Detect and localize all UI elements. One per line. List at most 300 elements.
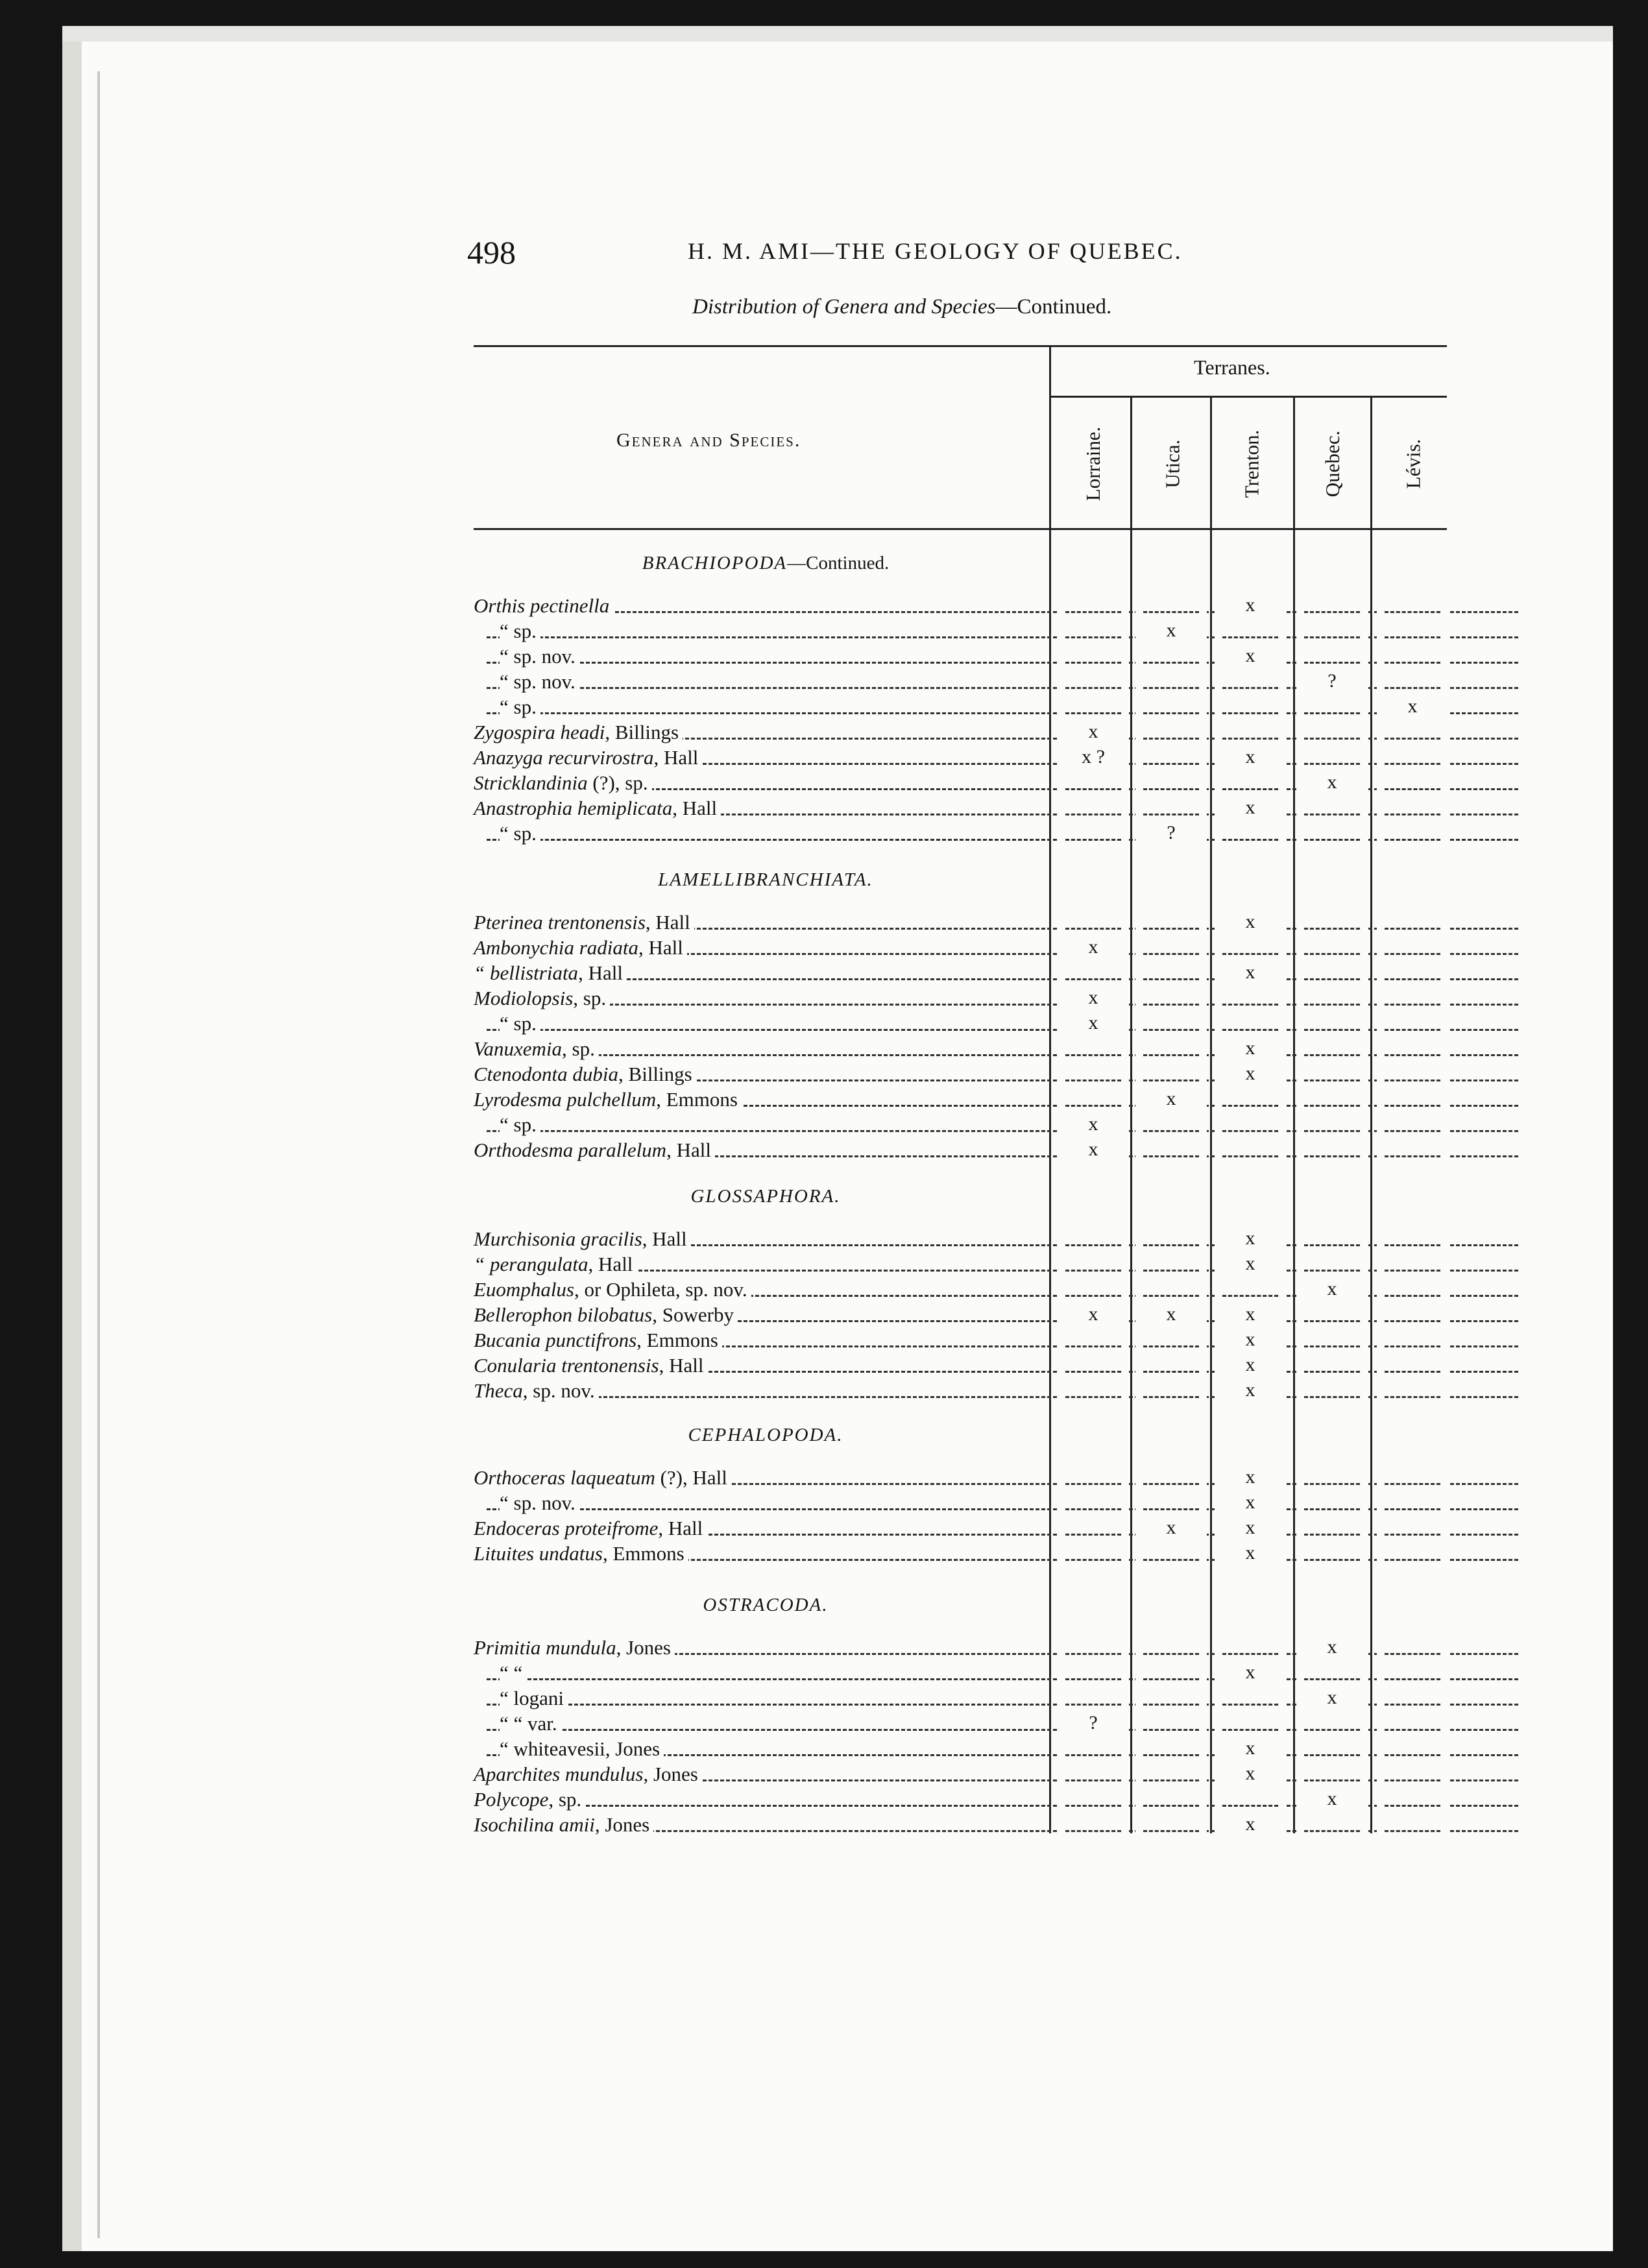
table-row	[474, 1278, 1460, 1303]
occurrence-cell	[1296, 1763, 1368, 1787]
genus-italic: Ctenodonta dubia	[474, 1063, 619, 1085]
species-authority: , Hall	[578, 961, 623, 984]
species-authority: “ logani	[500, 1687, 564, 1709]
occurrence-cell	[1296, 1012, 1368, 1037]
occurrence-cell	[1135, 936, 1207, 961]
occurrence-cell: x	[1215, 1329, 1286, 1353]
genus-italic: Lyrodesma pulchellum	[474, 1088, 657, 1111]
species-authority: “ sp. nov.	[500, 1491, 576, 1514]
occurrence-cell	[1135, 695, 1207, 720]
occurrence-cell	[1377, 1354, 1448, 1379]
species-authority: “ sp.	[500, 1113, 537, 1136]
species-name	[474, 1139, 715, 1162]
occurrence-cell: x	[1215, 1303, 1286, 1328]
occurrence-cell	[1135, 721, 1207, 745]
occurrence-cell	[1377, 1763, 1448, 1787]
occurrence-cell	[1058, 1063, 1129, 1087]
species-name	[474, 936, 687, 959]
species-name	[474, 1354, 708, 1377]
table-row	[474, 797, 1460, 821]
occurrence-cell	[1135, 1063, 1207, 1087]
occurrence-cell	[1135, 1139, 1207, 1163]
table-row	[474, 1661, 1460, 1686]
occurrence-cell: x	[1215, 1661, 1286, 1686]
occurrence-cell: x	[1058, 1012, 1129, 1037]
occurrence-cell	[1058, 1763, 1129, 1787]
table-row	[474, 1012, 1460, 1037]
section-title-text: BRACHIOPODA	[642, 553, 788, 573]
occurrence-cell	[1377, 1712, 1448, 1737]
occurrence-cell	[1296, 1379, 1368, 1404]
occurrence-cell	[1296, 1227, 1368, 1252]
species-name	[474, 1379, 599, 1403]
species-authority: “ sp.	[500, 695, 537, 718]
species-authority: “ sp. nov.	[500, 645, 576, 668]
occurrence-cell	[1135, 1379, 1207, 1404]
occurrence-cell	[1135, 1788, 1207, 1813]
occurrence-cell	[1058, 695, 1129, 720]
occurrence-cell: x	[1135, 1088, 1207, 1113]
occurrence-cell	[1377, 1139, 1448, 1163]
section-title	[474, 553, 1058, 574]
genus-italic: Stricklandinia	[474, 771, 588, 794]
occurrence-cell	[1296, 1542, 1368, 1567]
occurrence-cell	[1135, 1354, 1207, 1379]
occurrence-cell: x	[1296, 1687, 1368, 1711]
occurrence-cell	[1215, 620, 1286, 644]
occurrence-cell	[1135, 1763, 1207, 1787]
occurrence-cell	[1058, 1379, 1129, 1404]
occurrence-cell: x	[1215, 1466, 1286, 1491]
occurrence-cell: x	[1215, 1542, 1286, 1567]
terranes-header: Terranes.	[1194, 356, 1270, 379]
species-authority: , Hall	[638, 936, 683, 959]
species-authority: “ sp.	[500, 620, 537, 642]
occurrence-cell: x	[1215, 1517, 1286, 1541]
occurrence-cell	[1135, 1737, 1207, 1762]
occurrence-cell	[1058, 1329, 1129, 1353]
species-name	[474, 1517, 707, 1540]
occurrence-cell	[1377, 1687, 1448, 1711]
species-name	[474, 1253, 636, 1276]
occurrence-cell	[1135, 911, 1207, 935]
occurrence-cell: x	[1215, 746, 1286, 771]
occurrence-cell	[1296, 1063, 1368, 1087]
section-title	[474, 869, 1058, 891]
table-row	[474, 645, 1460, 670]
species-authority: , Emmons	[602, 1542, 685, 1565]
occurrence-cell	[1058, 1813, 1129, 1838]
occurrence-cell: x	[1058, 987, 1129, 1011]
table-row	[474, 771, 1460, 796]
table-row	[474, 1253, 1460, 1277]
occurrence-cell	[1377, 645, 1448, 670]
occurrence-cell	[1377, 1037, 1448, 1062]
occurrence-cell	[1296, 822, 1368, 847]
occurrence-cell	[1296, 936, 1368, 961]
occurrence-cell	[1215, 987, 1286, 1011]
species-name	[474, 746, 702, 769]
species-name	[500, 695, 540, 719]
occurrence-cell: x	[1215, 1737, 1286, 1762]
table-row	[474, 1466, 1460, 1491]
species-authority: , sp.	[548, 1788, 582, 1811]
species-authority: , sp.	[573, 987, 607, 1009]
page-number: 498	[467, 234, 516, 271]
occurrence-cell	[1058, 1466, 1129, 1491]
occurrence-cell	[1135, 645, 1207, 670]
occurrence-cell: x	[1215, 1037, 1286, 1062]
genus-italic: Zygospira headi	[474, 721, 605, 743]
table-row	[474, 987, 1460, 1011]
occurrence-cell: x	[1296, 771, 1368, 796]
occurrence-cell	[1377, 1788, 1448, 1813]
occurrence-cell	[1377, 1113, 1448, 1138]
species-name	[500, 1661, 526, 1685]
occurrence-cell	[1377, 1636, 1448, 1661]
species-name	[474, 1788, 585, 1811]
occurrence-cell	[1135, 670, 1207, 695]
genus-italic: Polycope	[474, 1788, 549, 1811]
species-name	[500, 645, 579, 668]
occurrence-cell	[1135, 1278, 1207, 1303]
table-row	[474, 961, 1460, 986]
occurrence-cell	[1215, 1088, 1286, 1113]
occurrence-cell	[1296, 721, 1368, 745]
species-authority: , Hall	[642, 1227, 687, 1250]
genus-italic: Vanuxemia	[474, 1037, 563, 1060]
species-authority: , Billings	[605, 721, 679, 743]
occurrence-cell	[1058, 620, 1129, 644]
genera-species-header: Genera and Species.	[616, 429, 801, 451]
occurrence-cell	[1215, 695, 1286, 720]
species-name	[500, 1712, 561, 1735]
occurrence-cell	[1215, 771, 1286, 796]
occurrence-cell	[1135, 1466, 1207, 1491]
occurrence-cell	[1296, 797, 1368, 821]
species-authority: , sp.	[562, 1037, 595, 1060]
occurrence-cell	[1296, 1491, 1368, 1516]
occurrence-cell	[1377, 1737, 1448, 1762]
species-name	[474, 1636, 675, 1659]
occurrence-cell: x	[1058, 936, 1129, 961]
species-authority: , or Ophileta, sp. nov.	[574, 1278, 747, 1301]
genus-italic: Bellerophon bilobatus	[474, 1303, 653, 1326]
species-name	[474, 721, 683, 744]
species-name	[500, 1687, 568, 1710]
occurrence-cell	[1058, 594, 1129, 619]
table-caption-suffix: —Continued.	[995, 295, 1112, 319]
occurrence-cell	[1135, 1012, 1207, 1037]
species-name	[474, 771, 652, 795]
occurrence-cell: x	[1215, 1763, 1286, 1787]
occurrence-cell: x	[1058, 1139, 1129, 1163]
genus-italic: Anazyga recurvirostra	[474, 746, 654, 769]
species-authority: , Hall	[672, 797, 718, 819]
occurrence-cell	[1058, 822, 1129, 847]
occurrence-cell	[1215, 1636, 1286, 1661]
table-top-rule	[474, 345, 1447, 347]
table-caption	[692, 295, 1111, 319]
table-row	[474, 746, 1460, 771]
table-row	[474, 1139, 1460, 1163]
table-row	[474, 1636, 1460, 1661]
genus-italic: Endoceras proteifrome	[474, 1517, 659, 1539]
occurrence-cell	[1135, 1636, 1207, 1661]
occurrence-cell	[1377, 1063, 1448, 1087]
occurrence-cell	[1058, 1636, 1129, 1661]
occurrence-cell	[1377, 936, 1448, 961]
genus-italic: Orthodesma parallelum	[474, 1139, 667, 1161]
occurrence-cell: x	[1296, 1278, 1368, 1303]
table-row	[474, 1329, 1460, 1353]
occurrence-cell	[1135, 961, 1207, 986]
species-authority: “ sp.	[500, 1012, 537, 1035]
species-authority: , Hall	[588, 1253, 633, 1275]
occurrence-cell	[1135, 1227, 1207, 1252]
table-row	[474, 1491, 1460, 1516]
occurrence-cell	[1377, 1278, 1448, 1303]
section-title-text: GLOSSAPHORA.	[690, 1186, 841, 1207]
species-authority: , Hall	[645, 911, 690, 934]
occurrence-cell	[1296, 594, 1368, 619]
occurrence-cell	[1377, 822, 1448, 847]
occurrence-cell: x	[1058, 1303, 1129, 1328]
occurrence-cell	[1296, 645, 1368, 670]
occurrence-cell	[1135, 987, 1207, 1011]
occurrence-cell: x	[1135, 1517, 1207, 1541]
species-authority: “ “ var.	[500, 1712, 557, 1735]
occurrence-cell	[1377, 1466, 1448, 1491]
section-title-text: OSTRACODA.	[703, 1595, 829, 1615]
occurrence-cell	[1377, 771, 1448, 796]
species-authority: , Billings	[618, 1063, 692, 1085]
table-row	[474, 911, 1460, 935]
table-row	[474, 1113, 1460, 1138]
species-authority: “ “	[500, 1661, 523, 1684]
species-authority: “ sp.	[500, 822, 537, 845]
genus-italic: Anastrophia hemiplicata	[474, 797, 673, 819]
table-row	[474, 1737, 1460, 1762]
species-authority: , Hall	[659, 1354, 704, 1377]
occurrence-cell	[1058, 1542, 1129, 1567]
occurrence-cell	[1058, 1227, 1129, 1252]
species-authority: , Emmons	[656, 1088, 738, 1111]
table-row	[474, 1063, 1460, 1087]
occurrence-cell	[1296, 1037, 1368, 1062]
occurrence-cell	[1135, 1661, 1207, 1686]
occurrence-cell	[1058, 1788, 1129, 1813]
table-row	[474, 721, 1460, 745]
species-name	[474, 1466, 731, 1490]
occurrence-cell	[1377, 1303, 1448, 1328]
table-row	[474, 1813, 1460, 1838]
table-row	[474, 594, 1460, 619]
occurrence-cell	[1377, 670, 1448, 695]
occurrence-cell	[1058, 1354, 1129, 1379]
occurrence-cell	[1058, 1737, 1129, 1762]
occurrence-cell	[1058, 911, 1129, 935]
occurrence-cell	[1296, 1113, 1368, 1138]
occurrence-cell	[1296, 1354, 1368, 1379]
occurrence-cell	[1135, 797, 1207, 821]
occurrence-cell	[1377, 911, 1448, 935]
occurrence-cell	[1296, 1661, 1368, 1686]
species-authority: (?), sp.	[587, 771, 648, 794]
occurrence-cell	[1296, 1303, 1368, 1328]
species-name	[474, 594, 613, 618]
species-authority: , Hall	[658, 1517, 703, 1539]
occurrence-cell	[1377, 1491, 1448, 1516]
occurrence-cell: x	[1215, 1063, 1286, 1087]
section-title	[474, 1425, 1058, 1446]
occurrence-cell	[1377, 1088, 1448, 1113]
species-authority: , Hall	[653, 746, 699, 769]
occurrence-cell: x ?	[1058, 746, 1129, 771]
occurrence-cell	[1377, 721, 1448, 745]
occurrence-cell	[1135, 1491, 1207, 1516]
occurrence-cell	[1296, 1253, 1368, 1277]
species-authority: , Jones	[616, 1636, 671, 1659]
occurrence-cell: x	[1296, 1788, 1368, 1813]
occurrence-cell: x	[1215, 1354, 1286, 1379]
species-name	[474, 1542, 688, 1565]
occurrence-cell	[1377, 1661, 1448, 1686]
species-authority: (?), Hall	[655, 1466, 727, 1489]
genus-italic: Conularia trentonensis	[474, 1354, 659, 1377]
species-name	[500, 822, 540, 845]
occurrence-cell: x	[1135, 620, 1207, 644]
section-title	[474, 1186, 1058, 1207]
table-row	[474, 1542, 1460, 1567]
occurrence-cell	[1377, 1253, 1448, 1277]
species-authority: , Jones	[643, 1763, 698, 1785]
occurrence-cell	[1135, 1687, 1207, 1711]
species-name	[474, 1037, 599, 1061]
occurrence-cell: x	[1377, 695, 1448, 720]
table-row	[474, 822, 1460, 847]
occurrence-cell	[1296, 695, 1368, 720]
occurrence-cell: ?	[1135, 822, 1207, 847]
genus-italic: Primitia mundula	[474, 1636, 616, 1659]
occurrence-cell: x	[1215, 1253, 1286, 1277]
occurrence-cell	[1058, 1278, 1129, 1303]
occurrence-cell	[1296, 1139, 1368, 1163]
occurrence-cell	[1215, 1012, 1286, 1037]
species-authority: , Hall	[666, 1139, 711, 1161]
occurrence-cell	[1135, 1037, 1207, 1062]
table-caption-italic: Distribution of Genera and Species	[692, 295, 996, 319]
column-header: Lorraine.	[1082, 426, 1105, 501]
genus-italic: Euomphalus	[474, 1278, 574, 1301]
occurrence-cell: ?	[1058, 1712, 1129, 1737]
species-name	[474, 1063, 696, 1086]
section-title-text: LAMELLIBRANCHIATA.	[658, 869, 873, 890]
occurrence-cell	[1377, 1517, 1448, 1541]
occurrence-cell	[1377, 620, 1448, 644]
species-authority: “ whiteavesii, Jones	[500, 1737, 660, 1760]
column-header: Quebec.	[1321, 430, 1344, 498]
table-row	[474, 1303, 1460, 1328]
genus-italic: Modiolopsis	[474, 987, 574, 1009]
table-row	[474, 1379, 1460, 1404]
header-bottom-rule	[474, 528, 1447, 530]
occurrence-cell	[1058, 1491, 1129, 1516]
occurrence-cell	[1377, 961, 1448, 986]
genus-italic: Orthoceras laqueatum	[474, 1466, 655, 1489]
table-row	[474, 936, 1460, 961]
species-authority: , Jones	[594, 1813, 650, 1836]
table-row	[474, 670, 1460, 695]
genus-italic: Bucania punctifrons	[474, 1329, 637, 1351]
occurrence-cell	[1135, 1712, 1207, 1737]
terranes-rule	[1049, 396, 1447, 398]
occurrence-cell	[1215, 936, 1286, 961]
occurrence-cell	[1058, 645, 1129, 670]
species-name	[500, 670, 579, 694]
table-row	[474, 1712, 1460, 1737]
species-name	[474, 1303, 738, 1327]
genus-italic: “ perangulata	[474, 1253, 588, 1275]
species-name	[474, 1278, 751, 1301]
species-name	[474, 797, 721, 820]
species-name	[500, 1491, 579, 1515]
occurrence-cell	[1135, 1542, 1207, 1567]
occurrence-cell: x	[1135, 1303, 1207, 1328]
column-header: Utica.	[1160, 439, 1183, 489]
occurrence-cell	[1377, 746, 1448, 771]
occurrence-cell	[1377, 797, 1448, 821]
occurrence-cell	[1135, 1329, 1207, 1353]
page-edge-left	[62, 26, 82, 2251]
occurrence-cell	[1296, 1712, 1368, 1737]
page-fold-line	[97, 71, 100, 2238]
table-row	[474, 1227, 1460, 1252]
genus-italic: Aparchites mundulus	[474, 1763, 644, 1785]
occurrence-cell: x	[1215, 645, 1286, 670]
occurrence-cell	[1058, 1037, 1129, 1062]
occurrence-cell	[1215, 721, 1286, 745]
occurrence-cell	[1135, 1113, 1207, 1138]
occurrence-cell: x	[1215, 911, 1286, 935]
occurrence-cell: x	[1215, 1379, 1286, 1404]
scan-border-right	[1613, 0, 1648, 2268]
occurrence-cell	[1058, 797, 1129, 821]
occurrence-cell	[1058, 1088, 1129, 1113]
occurrence-cell: x	[1296, 1636, 1368, 1661]
table-row	[474, 1037, 1460, 1062]
occurrence-cell	[1215, 822, 1286, 847]
occurrence-cell	[1135, 746, 1207, 771]
occurrence-cell	[1377, 1813, 1448, 1838]
species-name	[500, 1737, 664, 1761]
occurrence-cell: x	[1215, 594, 1286, 619]
occurrence-cell	[1296, 746, 1368, 771]
genus-italic: Lituites undatus	[474, 1542, 603, 1565]
genus-italic: “ bellistriata	[474, 961, 579, 984]
table-row	[474, 1763, 1460, 1787]
column-header: Lévis.	[1401, 439, 1424, 489]
occurrence-cell	[1296, 1737, 1368, 1762]
occurrence-cell	[1296, 911, 1368, 935]
occurrence-cell: x	[1215, 1813, 1286, 1838]
occurrence-cell	[1296, 1329, 1368, 1353]
table-row	[474, 1354, 1460, 1379]
occurrence-cell	[1296, 1088, 1368, 1113]
table-row	[474, 695, 1460, 720]
occurrence-cell: x	[1058, 1113, 1129, 1138]
occurrence-cell	[1377, 1227, 1448, 1252]
